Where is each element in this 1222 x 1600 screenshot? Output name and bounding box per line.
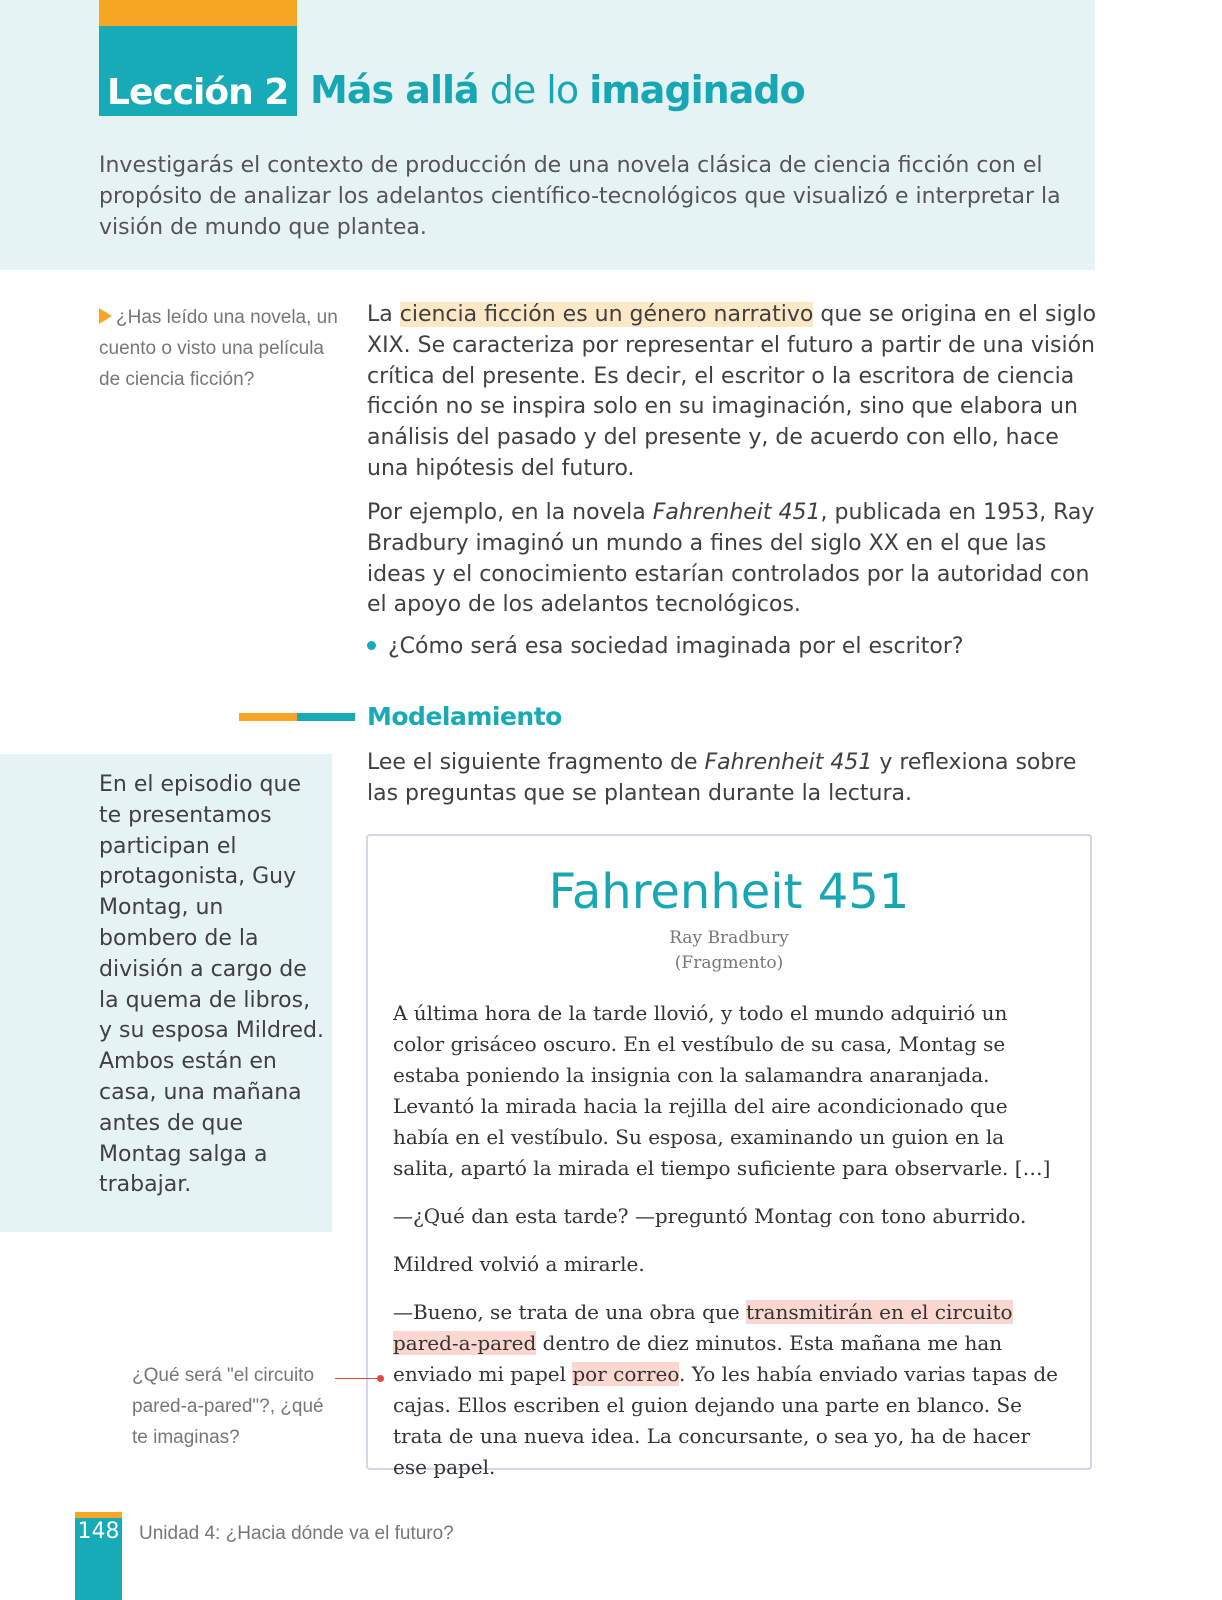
- title-part-1: Más allá: [310, 68, 479, 112]
- triangle-bullet-icon: [99, 308, 112, 324]
- story-paragraph-2: —¿Qué dan esta tarde? —preguntó Montag con tono aburrido.: [393, 1204, 1027, 1228]
- section-divider-orange: [239, 713, 297, 721]
- context-box: [0, 754, 332, 1232]
- p2-start: Por ejemplo, en la novela: [367, 500, 653, 525]
- page-bar-accent: [75, 1512, 122, 1518]
- margin-question: ¿Qué será "el circuito pared-a-pared"?, ¿qué te imaginas?: [132, 1365, 324, 1448]
- main-paragraph-2: [367, 498, 1097, 621]
- main-paragraph-1: [367, 300, 1097, 485]
- lesson-title: [310, 68, 805, 112]
- story-title: Fahrenheit 451: [548, 864, 910, 920]
- header-accent-bar: [99, 0, 297, 26]
- highlight-genre: ciencia ficción es un género narrativo: [399, 302, 814, 327]
- lesson-intro: Investigarás el contexto de producción de una novela clásica de ciencia ficción con el propósito de analizar los adelantos científico-tecnológicos que visualizó e interpretar la visión de mundo que plantea.: [99, 153, 1061, 240]
- lesson-label: Lección 2: [107, 72, 289, 113]
- p2-end: , publicada en 1953, Ray Bradbury imaginó un mundo a fines del siglo XX en el que las ideas y el conocimiento estarían controlados por la autoridad con el apoyo de los adelantos tecnológicos.: [367, 500, 1095, 618]
- title-part-3: imaginado: [589, 68, 805, 112]
- story-paragraph-3: Mildred volvió a mirarle.: [393, 1252, 645, 1276]
- connector-line: [335, 1378, 380, 1379]
- section-divider-teal: [297, 713, 355, 721]
- bullet-question: [367, 632, 964, 662]
- footer-unit: Unidad 4: ¿Hacia dónde va el futuro?: [139, 1523, 454, 1544]
- side-question: [99, 302, 339, 395]
- story-paragraph-4: [393, 1297, 1063, 1483]
- story-author: Ray Bradbury: [669, 928, 789, 948]
- p1-end: que se origina en el siglo XIX. Se caracteriza por representar el futuro a partir de una visión crítica del presente. Es decir, el escritor o la escritora de ciencia ficción no se inspira solo en su imaginación, sino que elabora un análisis del pasado y del presente y, de acuerdo con ello, hace una hipótesis del futuro.: [367, 302, 1097, 481]
- reading-box: [366, 834, 1092, 1479]
- p1-start: La: [367, 302, 400, 327]
- p4-middle: dentro de diez minutos. Esta mañana me han enviado mi papel: [393, 1331, 1003, 1386]
- bullet-dot-icon: [367, 641, 376, 650]
- page-number: 148: [77, 1519, 120, 1544]
- connector-dot-icon: [377, 1375, 384, 1382]
- story-paragraph-1: A última hora de la tarde llovió, y todo el mundo adquirió un color grisáceo oscuro. En el vestíbulo de su casa, Montag se estaba poniendo la insignia con la salamandra anaranjada. Levantó la mirada hacia la rejilla del aire acondicionado que había en el vestíbulo. Su esposa, examinando un guion en la salita, apartó la mirada el tiempo suficiente para observarle. […]: [393, 1001, 1051, 1180]
- context-text: En el episodio que te presentamos participan el protagonista, Guy Montag, un bombero de la división a cargo de la quema de libros, y su esposa Mildred. Ambos están en casa, una mañana antes de que Montag salga a trabajar.: [99, 772, 324, 1198]
- highlight-circuit: transmitirán en el circuito pared-a-pared: [393, 1300, 1013, 1355]
- section-title: Modelamiento: [367, 702, 562, 731]
- side-question-text: ¿Has leído una novela, un cuento o visto una película de ciencia ficción?: [99, 307, 338, 390]
- bullet-question-text: ¿Cómo será esa sociedad imaginada por el escritor?: [388, 634, 964, 659]
- section-instruction: [367, 748, 1097, 810]
- highlight-mail: por correo: [572, 1362, 680, 1386]
- instruction-start: Lee el siguiente fragmento de: [367, 750, 705, 775]
- instruction-italic: Fahrenheit 451: [704, 750, 873, 775]
- p4-start: —Bueno, se trata de una obra que: [393, 1300, 746, 1324]
- instruction-end: y reflexiona sobre las preguntas que se plantean durante la lectura.: [367, 750, 1077, 806]
- title-part-2: de lo: [478, 68, 590, 112]
- story-note: (Fragmento): [674, 953, 784, 973]
- p4-end: . Yo les había enviado varias tapas de cajas. Ellos escriben el guion dejando una parte en blanco. Se trata de una nueva idea. La concursante, o sea yo, ha de hacer ese papel.: [393, 1362, 1058, 1479]
- novel-title-italic: Fahrenheit 451: [652, 500, 821, 525]
- lesson-badge: [99, 26, 297, 116]
